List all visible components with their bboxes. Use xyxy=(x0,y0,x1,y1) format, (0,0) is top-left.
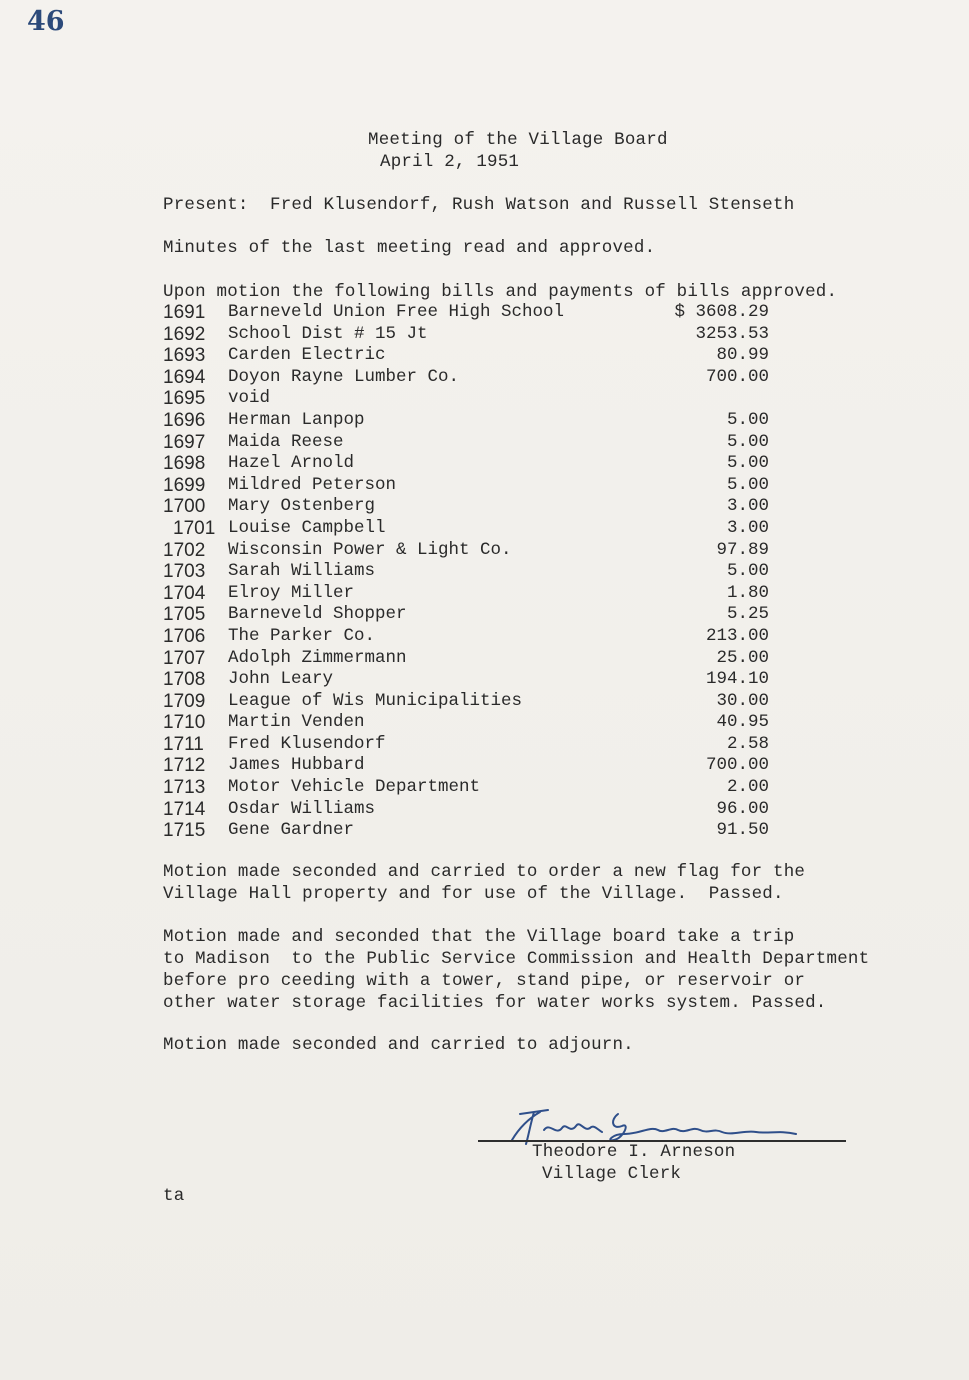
bill-amount: 2.00 xyxy=(726,777,769,798)
bill-row xyxy=(163,777,783,799)
bill-number: 1714 xyxy=(163,798,206,820)
bill-payee: Elroy Miller xyxy=(228,582,355,603)
bill-number: 1706 xyxy=(163,625,206,647)
bill-number: 1704 xyxy=(163,582,206,604)
bill-payee: Adolph Zimmermann xyxy=(228,647,407,668)
bill-payee: Mildred Peterson xyxy=(228,474,397,495)
bill-row xyxy=(163,410,783,432)
bill-amount: 700.00 xyxy=(705,755,769,776)
bill-amount: 3253.53 xyxy=(695,323,769,344)
bill-row xyxy=(163,496,783,518)
bill-number: 1692 xyxy=(163,323,206,345)
bill-number: 1697 xyxy=(163,431,206,453)
bill-row xyxy=(163,540,783,562)
meeting-title: Meeting of the Village Board xyxy=(368,130,668,150)
bill-row xyxy=(163,755,783,777)
page-number: 46 xyxy=(27,6,65,37)
bill-row xyxy=(163,734,783,756)
bill-number: 1693 xyxy=(163,345,206,367)
bill-number: 1702 xyxy=(163,539,206,561)
bill-payee: Mary Ostenberg xyxy=(228,496,376,517)
bill-number: 1703 xyxy=(163,561,206,583)
bill-number: 1710 xyxy=(163,712,206,734)
flag-motion: Motion made seconded and carried to order a new flag for the Village Hall property and for use of the Village. Passed. xyxy=(163,862,806,904)
bill-number: 1707 xyxy=(163,647,206,669)
bill-row xyxy=(163,583,783,605)
bill-amount: $ 3608.29 xyxy=(674,302,769,322)
bill-number: 1701 xyxy=(173,517,216,539)
bill-row xyxy=(163,604,783,626)
bill-payee: Gene Gardner xyxy=(228,820,355,841)
bill-amount: 5.00 xyxy=(726,409,769,430)
bill-amount: 30.00 xyxy=(716,690,769,711)
bill-number: 1712 xyxy=(163,755,206,777)
signer-title: Village Clerk xyxy=(542,1164,682,1184)
bill-payee: Barneveld Union Free High School xyxy=(228,302,565,322)
bill-amount: 96.00 xyxy=(716,798,769,819)
bill-number: 1708 xyxy=(163,669,206,691)
bill-payee: Martin Venden xyxy=(228,712,365,733)
bill-amount: 194.10 xyxy=(705,669,769,690)
bill-row xyxy=(163,712,783,734)
bill-row xyxy=(163,691,783,713)
bill-number: 1698 xyxy=(163,453,206,475)
bill-amount: 97.89 xyxy=(716,539,769,560)
bill-number: 1694 xyxy=(163,366,206,388)
bill-payee: Fred Klusendorf xyxy=(228,733,386,754)
bill-amount: 25.00 xyxy=(716,647,769,668)
bills-list xyxy=(163,302,783,842)
bill-amount: 80.99 xyxy=(716,345,769,366)
bill-row xyxy=(163,324,783,346)
bills-intro: Upon motion the following bills and payments of bills approved. xyxy=(163,282,838,302)
bill-payee: Carden Electric xyxy=(228,345,386,366)
bill-payee: School Dist # 15 Jt xyxy=(228,323,428,344)
meeting-date: April 2, 1951 xyxy=(380,152,520,172)
minutes-line: Minutes of the last meeting read and approved. xyxy=(163,238,656,258)
bill-payee: The Parker Co. xyxy=(228,625,376,646)
bill-row xyxy=(163,302,783,324)
bill-amount: 91.50 xyxy=(716,820,769,841)
bill-payee: Herman Lanpop xyxy=(228,409,365,430)
bill-number: 1715 xyxy=(163,820,206,842)
bill-payee: Wisconsin Power & Light Co. xyxy=(228,539,512,560)
bill-number: 1711 xyxy=(163,733,204,755)
bill-amount: 700.00 xyxy=(705,366,769,387)
present-line: Present: Fred Klusendorf, Rush Watson and Russell Stenseth xyxy=(163,195,795,215)
bill-payee: Louise Campbell xyxy=(228,517,386,538)
bill-row xyxy=(163,518,783,540)
bill-number: 1709 xyxy=(163,690,206,712)
bill-amount: 2.58 xyxy=(726,733,769,754)
bill-row xyxy=(163,648,783,670)
bill-number: 1699 xyxy=(163,474,206,496)
bill-amount: 5.25 xyxy=(726,604,769,625)
bill-amount: 213.00 xyxy=(705,625,769,646)
bill-payee: void xyxy=(228,388,271,409)
bill-row xyxy=(163,626,783,648)
bill-payee: James Hubbard xyxy=(228,755,365,776)
bill-row xyxy=(163,453,783,475)
adjourn-motion: Motion made seconded and carried to adjourn. xyxy=(163,1035,634,1055)
bill-row xyxy=(163,432,783,454)
bill-number: 1705 xyxy=(163,604,206,626)
bill-amount: 5.00 xyxy=(726,453,769,474)
bill-row xyxy=(163,669,783,691)
bill-amount: 5.00 xyxy=(726,561,769,582)
bill-number: 1713 xyxy=(163,777,206,799)
bill-payee: Motor Vehicle Department xyxy=(228,777,481,798)
bill-amount: 3.00 xyxy=(726,517,769,538)
bill-row xyxy=(163,345,783,367)
bill-payee: Sarah Williams xyxy=(228,561,376,582)
bill-row xyxy=(163,820,783,842)
bill-row xyxy=(163,799,783,821)
bill-number: 1691 xyxy=(163,302,206,323)
bill-payee: John Leary xyxy=(228,669,334,690)
bill-amount: 40.95 xyxy=(716,712,769,733)
bill-number: 1695 xyxy=(163,388,206,410)
bill-row xyxy=(163,561,783,583)
bill-row xyxy=(163,475,783,497)
bill-number: 1696 xyxy=(163,409,206,431)
bill-amount: 5.00 xyxy=(726,474,769,495)
bill-row xyxy=(163,388,783,410)
bill-payee: Hazel Arnold xyxy=(228,453,355,474)
bill-payee: League of Wis Municipalities xyxy=(228,690,523,711)
bill-amount: 1.80 xyxy=(726,582,769,603)
bill-payee: Osdar Williams xyxy=(228,798,376,819)
bill-payee: Barneveld Shopper xyxy=(228,604,407,625)
typist-initials: ta xyxy=(163,1186,185,1206)
signer-name: Theodore I. Arneson xyxy=(532,1142,736,1162)
bill-amount: 5.00 xyxy=(726,431,769,452)
bill-amount: 3.00 xyxy=(726,496,769,517)
bill-number: 1700 xyxy=(163,496,206,518)
bill-payee: Doyon Rayne Lumber Co. xyxy=(228,366,460,387)
bill-payee: Maida Reese xyxy=(228,431,344,452)
bill-row xyxy=(163,367,783,389)
madison-motion: Motion made and seconded that the Village board take a trip to Madison to the Public Service Commission and Health Department before pro ceeding with a tower, stand pipe, or reservoir or other water storage facilities for water works system. Passed. xyxy=(163,927,870,1013)
